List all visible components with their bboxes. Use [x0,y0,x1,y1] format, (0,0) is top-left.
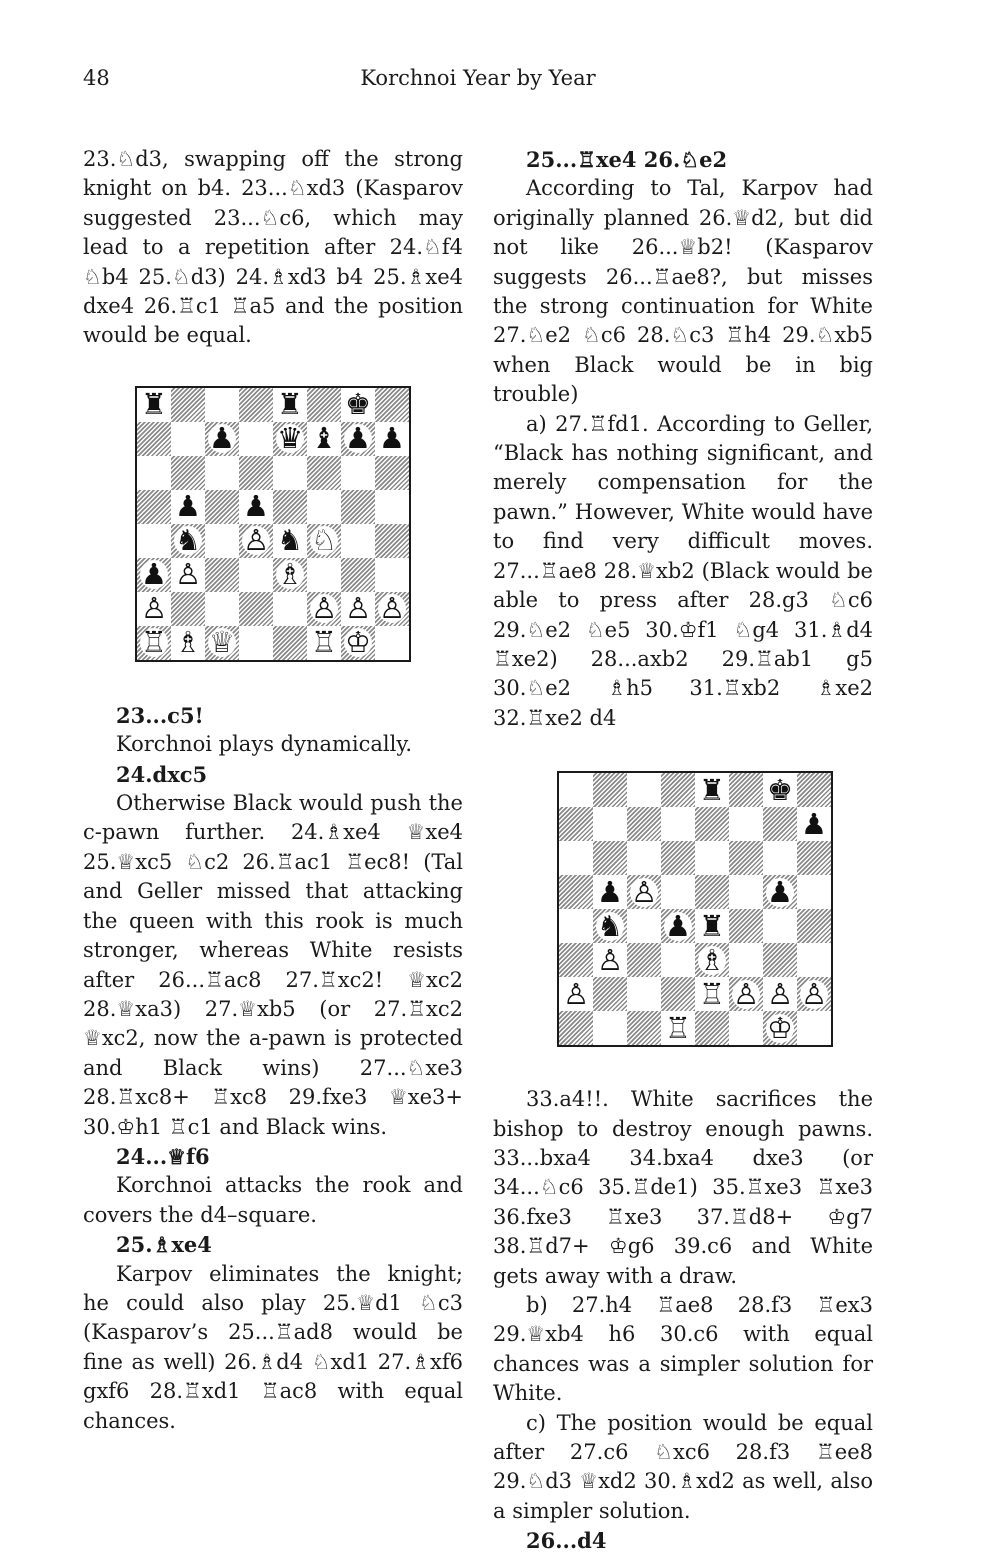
annotation-paragraph: Otherwise Black would push the c-pawn further. 24.♗xe4 ♕xe4 25.♕xc5 ♘c2 26.♖ac1 ♖ec8! (Tal and Geller missed that attacking the queen with this rook is much stronger, whereas White resists after 26...♖ac8 27.♖xc2! ♕xc2 28.♕xa3) 27.♕xb5 (or 27.♖xc2 ♕xc2, now the a-pawn is protected and Black wins) 27...♘xe3 28.♖xc8+ ♖xc8 29.fxe3 ♕xe3+ 30.♔h1 ♖c1 and Black wins. [83,791,463,1139]
board-square [559,841,593,875]
board-square [375,524,409,558]
board-square [559,1011,593,1045]
annotation-paragraph: According to Tal, Karpov had originally planned 26.♕d2, but did not like 26...♕b2! (Kasparov suggests 26...♖ae8?, but misses the strong continuation for White 27.♘e2 ♘c6 28.♘c3 ♖h4 29.♘xb5 when Black would be in big trouble) [493,176,873,407]
board-square [763,807,797,841]
chess-piece: ♙ [141,591,167,626]
chess-piece: ♟ [243,489,269,524]
board-square [171,490,205,524]
board-square [239,592,273,626]
chess-piece: ♟ [801,806,827,841]
board-square [171,388,205,422]
board-square [239,422,273,456]
chess-piece: ♟ [767,874,793,909]
chess-piece: ♞ [597,908,623,943]
board-square [171,422,205,456]
board-square [341,456,375,490]
chess-board [135,386,411,662]
chess-piece: ♙ [243,523,269,558]
board-square [593,943,627,977]
board-square [593,1011,627,1045]
board-square [797,841,831,875]
move-heading: 25.♗xe4 [116,1232,212,1258]
board-square [137,558,171,592]
chess-piece: ♞ [277,523,303,558]
board-square [375,592,409,626]
board-square [559,807,593,841]
chess-piece: ♚ [345,387,371,422]
board-square [307,456,341,490]
chess-piece: ♞ [175,523,201,558]
board-square [763,909,797,943]
board-square [627,977,661,1011]
board-square [307,558,341,592]
board-square [797,773,831,807]
move-heading: 24...♕f6 [116,1143,210,1169]
chess-piece: ♙ [767,976,793,1011]
board-square [375,422,409,456]
board-square [341,490,375,524]
board-square [205,456,239,490]
board-square [137,490,171,524]
board-square [763,977,797,1011]
board-square [239,388,273,422]
board-square [273,558,307,592]
annotation-paragraph: b) 27.h4 ♖ae8 28.f3 ♖ex3 29.♕xb4 h6 30.c6 with equal chances was a simpler solution for White. [493,1292,873,1406]
move-heading: 24.dxc5 [116,761,208,787]
board-square [661,977,695,1011]
board-square [171,456,205,490]
chess-piece: ♙ [733,976,759,1011]
board-square [729,909,763,943]
board-square [273,456,307,490]
board-square [137,388,171,422]
board-square [627,807,661,841]
chess-diagram [135,386,411,662]
board-square [375,626,409,660]
board-square [661,1011,695,1045]
board-square [729,875,763,909]
board-square [797,875,831,909]
running-title: Korchnoi Year by Year [360,66,596,90]
board-square [729,943,763,977]
board-square [307,490,341,524]
board-square [797,943,831,977]
board-square [661,807,695,841]
page-number: 48 [83,66,110,90]
board-square [239,558,273,592]
board-square [273,592,307,626]
board-square [661,875,695,909]
board-square [695,1011,729,1045]
board-square [375,388,409,422]
chess-piece: ♟ [141,557,167,592]
board-square [797,807,831,841]
board-square [797,909,831,943]
board-square [695,875,729,909]
chess-piece: ♘ [311,523,337,558]
board-square [341,626,375,660]
chess-piece: ♟ [665,908,691,943]
annotation-paragraph: Karpov eliminates the knight; he could also play 25.♕d1 ♘c3 (Kasparov’s 25...♖ad8 would be fine as well) 26.♗d4 ♘xd1 27.♗xf6 gxf6 28.♖xd1 ♖ac8 with equal chances. [83,1261,463,1433]
annotation-paragraph: Korchnoi plays dynamically. [116,732,413,757]
board-square [695,943,729,977]
board-square [627,773,661,807]
chess-piece: ♝ [311,421,337,456]
board-square [627,943,661,977]
board-square [627,1011,661,1045]
annotation-paragraph: a) 27.♖fd1. According to Geller, “Black has nothing significant, and merely compensation for the pawn.” However, White would have to find very difficult moves. 27...♖ae8 28.♕xb2 (Black would be able to press after 28.g3 ♘c6 29.♘e2 ♘e5 30.♔f1 ♘g4 31.♗d4 ♖xe2) 28...axb2 29.♖ab1 g5 30.♘e2 ♗h5 31.♖xb2 ♗xe2 32.♖xe2 d4 [493,411,873,730]
board-square [729,841,763,875]
board-square [729,977,763,1011]
board-square [797,1011,831,1045]
board-square [695,773,729,807]
board-square [171,524,205,558]
chess-piece: ♗ [277,557,303,592]
board-square [137,592,171,626]
annotation-paragraph: 33.a4!!. White sacrifices the bishop to destroy enough pawns. 33...bxa4 34.bxa4 dxe3 (or 34...♘c6 35.♖de1) 35.♖xe3 ♖xe3 36.fxe3 ♖xe3 37.♖d8+ ♔g7 38.♖d7+ ♔g6 39.c6 and White gets away with a draw. [493,1087,873,1288]
board-square [375,456,409,490]
chess-piece: ♖ [141,625,167,660]
board-square [763,773,797,807]
board-square [205,558,239,592]
board-square [205,490,239,524]
board-square [695,807,729,841]
board-square [307,422,341,456]
chess-piece: ♙ [597,942,623,977]
board-square [375,558,409,592]
board-square [137,626,171,660]
board-square [341,422,375,456]
board-square [593,875,627,909]
move-heading: 23...c5! [116,702,204,728]
board-square [593,807,627,841]
annotation-paragraph: c) The position would be equal after 27.c6 ♘xc6 28.f3 ♖ee8 29.♘d3 ♕xd2 30.♗xd2 as well, also a simpler solution. [493,1410,873,1523]
board-square [341,524,375,558]
board-square [341,592,375,626]
chess-piece: ♖ [665,1010,691,1045]
board-square [205,422,239,456]
chess-piece: ♟ [209,421,235,456]
chess-piece: ♟ [175,489,201,524]
board-square [171,592,205,626]
board-square [273,524,307,558]
board-square [307,524,341,558]
move-heading: 26...d4 [526,1528,607,1554]
chess-piece: ♟ [345,421,371,456]
board-square [205,592,239,626]
board-square [729,1011,763,1045]
board-square [273,388,307,422]
board-square [729,807,763,841]
board-square [375,490,409,524]
board-square [239,456,273,490]
board-square [273,490,307,524]
chess-piece: ♟ [597,874,623,909]
chess-piece: ♜ [699,772,725,807]
chess-piece: ♔ [345,625,371,660]
chess-piece: ♙ [801,976,827,1011]
chess-piece: ♙ [631,874,657,909]
board-square [307,592,341,626]
annotation-paragraph: 23.♘d3, swapping off the strong knight on b4. 23...♘xd3 (Kasparov suggested 23...♘c6, which may lead to a repetition after 24.♘f4 ♘b4 25.♘d3) 24.♗xd3 b4 25.♗xe4 dxe4 26.♖c1 ♖a5 and the position would be equal. [83,147,463,348]
board-square [661,773,695,807]
board-square [171,626,205,660]
chess-piece: ♛ [277,421,303,456]
chess-piece: ♚ [767,772,793,807]
board-square [205,524,239,558]
board-square [593,909,627,943]
chess-piece: ♙ [563,976,589,1011]
board-square [239,524,273,558]
chess-piece: ♟ [379,421,405,456]
chess-diagram [557,771,833,1047]
board-square [627,841,661,875]
board-square [137,422,171,456]
move-heading: 25...♖xe4 26.♘e2 [526,147,728,172]
board-square [593,841,627,875]
board-square [763,875,797,909]
board-square [627,909,661,943]
board-square [205,626,239,660]
board-square [559,909,593,943]
board-square [695,909,729,943]
board-square [273,626,307,660]
board-square [307,626,341,660]
board-square [137,524,171,558]
board-square [661,943,695,977]
board-square [341,558,375,592]
board-square [239,626,273,660]
board-square [763,1011,797,1045]
board-square [661,909,695,943]
board-square [797,977,831,1011]
chess-piece: ♖ [699,976,725,1011]
board-square [559,773,593,807]
chess-piece: ♙ [345,591,371,626]
board-square [559,943,593,977]
board-square [341,388,375,422]
chess-board [557,771,833,1047]
chess-piece: ♗ [175,625,201,660]
board-square [661,841,695,875]
chess-piece: ♔ [767,1010,793,1045]
board-square [627,875,661,909]
board-square [593,977,627,1011]
board-square [273,422,307,456]
board-square [171,558,205,592]
board-square [729,773,763,807]
board-square [137,456,171,490]
chess-piece: ♖ [311,625,337,660]
board-square [307,388,341,422]
chess-piece: ♜ [141,387,167,422]
chess-piece: ♜ [277,387,303,422]
chess-piece: ♗ [699,942,725,977]
board-square [239,490,273,524]
board-square [205,388,239,422]
board-square [763,943,797,977]
board-square [695,841,729,875]
chess-piece: ♙ [379,591,405,626]
chess-piece: ♕ [209,625,235,660]
board-square [695,977,729,1011]
right-column [493,145,873,1556]
board-square [559,875,593,909]
page-header [83,66,873,96]
board-square [593,773,627,807]
left-column [83,145,463,1436]
annotation-paragraph: Korchnoi attacks the rook and covers the d4–square. [83,1173,463,1227]
board-square [559,977,593,1011]
chess-piece: ♙ [311,591,337,626]
board-square [763,841,797,875]
chess-piece: ♙ [175,557,201,592]
chess-piece: ♜ [699,908,725,943]
